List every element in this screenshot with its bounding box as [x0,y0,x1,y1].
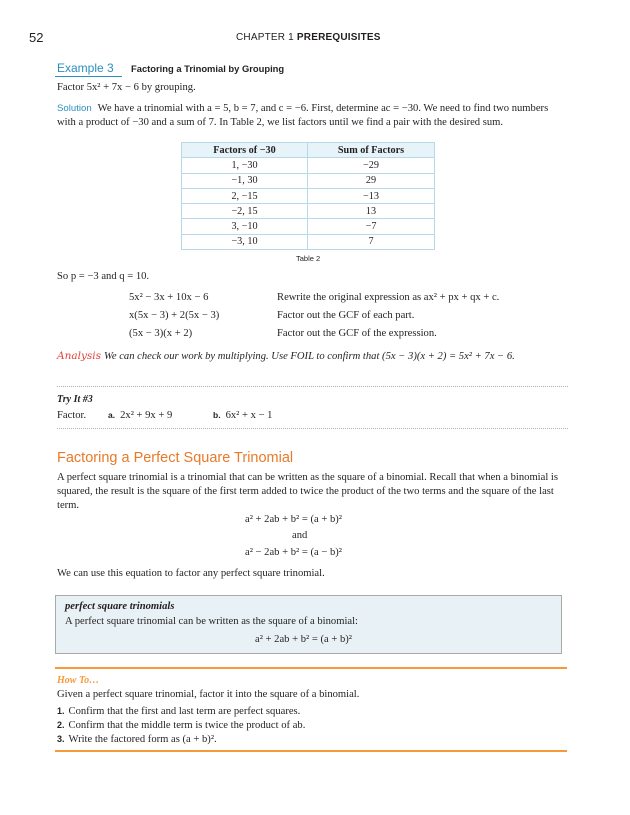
table-cell-factors: −2, 15 [182,204,308,219]
table-cell-factors: 2, −15 [182,188,308,203]
definition-box [55,595,562,654]
how-to-step [57,720,305,731]
table-cell-factors: 3, −10 [182,219,308,234]
step-expression: 5x² − 3x + 10x − 6 [129,292,209,303]
example-underline [55,76,122,77]
table-cell-factors: 1, −30 [182,158,308,173]
table-cell-sum: −7 [308,219,435,234]
try-it-part-a [108,410,172,421]
how-to-label: How To… [57,675,100,686]
step-expression: (5x − 3)(x + 2) [129,328,193,339]
table-header-row [182,143,435,158]
table-cell-sum: 13 [308,204,435,219]
step-description: Factor out the GCF of each part. [277,310,415,321]
section-paragraph-2: We can use this equation to factor any perfect square trinomial. [57,568,325,579]
table-cell-factors: −3, 10 [182,234,308,249]
part-a-expression: 2x² + 9x + 9 [120,410,173,421]
example-prompt: Factor 5x² + 7x − 6 by grouping. [57,82,196,93]
result-line: So p = −3 and q = 10. [57,271,150,282]
definition-title: perfect square trinomials [65,601,175,612]
table-caption: Table 2 [296,254,321,263]
solution-label: Solution [57,103,92,114]
part-b-expression: 6x² + x − 1 [225,410,273,421]
step-number: 1. [57,706,65,716]
part-a-label: a. [108,410,116,420]
step-expression: x(5x − 3) + 2(5x − 3) [129,310,220,321]
factors-table [181,142,435,250]
table-cell-sum: −29 [308,158,435,173]
table-row [182,204,435,219]
how-to-top-rule [55,667,567,669]
try-it-part-b [213,410,272,421]
table-row [182,158,435,173]
table-header-sum: Sum of Factors [308,143,435,158]
step-text: Write the factored form as (a + b)². [68,734,217,745]
chapter-title: PREREQUISITES [296,32,381,43]
table-row [182,188,435,203]
page-number: 52 [29,30,44,45]
chapter-label: CHAPTER 1 [236,32,294,43]
solution-paragraph [57,102,567,130]
divider [57,386,568,387]
how-to-bottom-rule [55,750,567,752]
formula-connector: and [292,530,308,541]
definition-text: A perfect square trinomial can be written as the square of a binomial: [65,616,358,627]
step-description: Factor out the GCF of the expression. [277,328,437,339]
formula-difference-square: a² − 2ab + b² = (a − b)² [245,547,342,558]
section-heading: Factoring a Perfect Square Trinomial [57,450,294,466]
chapter-header [236,32,381,43]
step-text: Confirm that the middle term is twice the product of ab. [68,720,306,731]
example-label: Example 3 [57,61,114,75]
analysis-label: Analysis [57,350,102,362]
solution-text: We have a trinomial with a = 5, b = 7, and c = −6. First, determine ac = −30. We need to find two numbers with a product of −30 and a sum of 7. In Table 2, we list factors until we find a pair with the desired sum. [57,103,549,128]
how-to-step [57,734,217,745]
table-cell-sum: −13 [308,188,435,203]
definition-formula: a² + 2ab + b² = (a + b)² [255,634,352,645]
table-cell-sum: 7 [308,234,435,249]
table-row [182,234,435,249]
part-b-label: b. [213,410,221,420]
step-number: 2. [57,720,65,730]
table-row [182,219,435,234]
step-description: Rewrite the original expression as ax² + px + qx + c. [277,292,500,303]
table-cell-factors: −1, 30 [182,173,308,188]
analysis-text: We can check our work by multiplying. Use FOIL to confirm that (5x − 3)(x + 2) = 5x² + 7x − 6. [104,351,515,362]
example-title: Factoring a Trinomial by Grouping [131,63,285,74]
divider [57,428,568,429]
try-it-label: Try It #3 [57,394,93,405]
table-cell-sum: 29 [308,173,435,188]
step-text: Confirm that the first and last term are perfect squares. [68,706,301,717]
step-number: 3. [57,734,65,744]
how-to-step [57,706,300,717]
section-paragraph: A perfect square trinomial is a trinomial that can be written as the square of a binomial. Recall that when a binomial is squared, the result is the square of the first term added to twice the product of the two terms and the square of the last term. [57,472,558,511]
table-header-factors: Factors of −30 [182,143,308,158]
formula-sum-square: a² + 2ab + b² = (a + b)² [245,514,342,525]
how-to-intro: Given a perfect square trinomial, factor it into the square of a binomial. [57,689,360,700]
table-row [182,173,435,188]
try-it-prompt: Factor. [57,410,87,421]
